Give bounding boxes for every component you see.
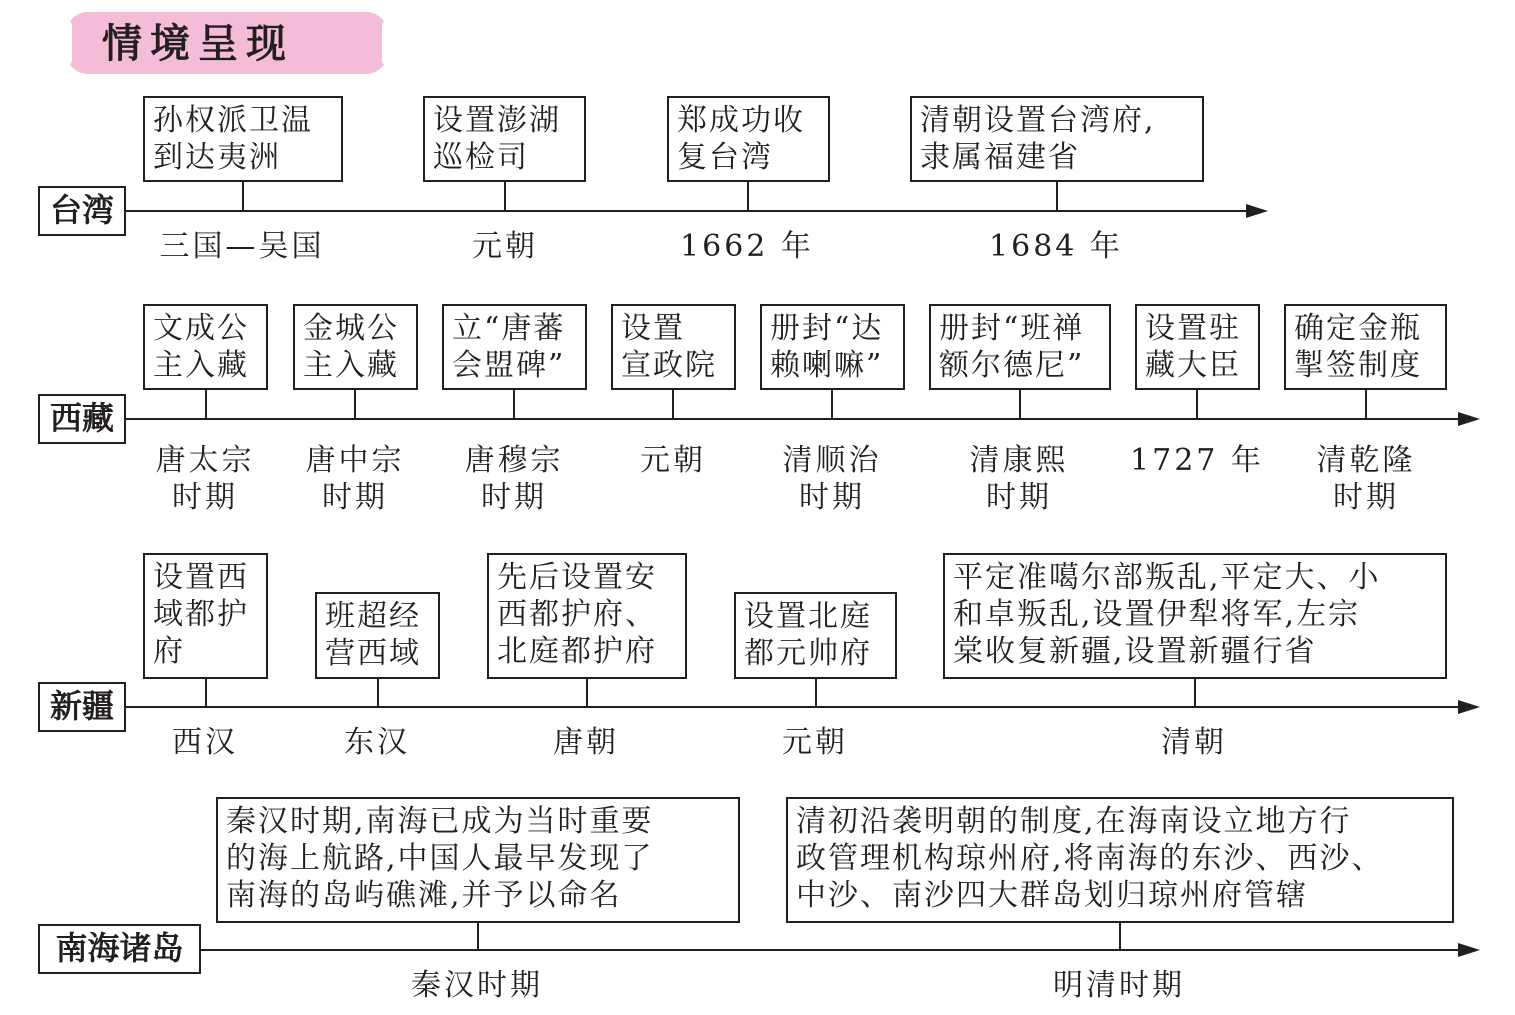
time-label: 唐中宗 时期 — [305, 443, 405, 515]
axis-taiwan — [126, 210, 1248, 212]
time-label: 元朝 — [782, 725, 848, 760]
event-box: 设置西 域都护 府 — [143, 553, 268, 679]
event-box: 秦汉时期,南海已成为当时重要 的海上航路,中国人最早发现了 南海的岛屿礁滩,并予以命名 — [216, 797, 740, 923]
axis-arrow-south-china-sea — [1458, 943, 1480, 957]
time-label: 唐穆宗 时期 — [464, 443, 564, 515]
axis-tick — [354, 390, 356, 418]
time-label: 元朝 — [472, 229, 538, 264]
time-label: 唐太宗 时期 — [155, 443, 255, 515]
event-box: 班超经 营西域 — [315, 592, 440, 679]
event-box: 立“唐蕃 会盟碑” — [442, 304, 587, 390]
region-label-south-china-sea-islands: 南海诸岛 — [38, 924, 201, 974]
region-label-taiwan: 台湾 — [38, 186, 126, 236]
axis-tick — [586, 679, 588, 706]
event-box: 设置驻 藏大臣 — [1135, 304, 1260, 390]
time-label: 三国—吴国 — [159, 229, 325, 264]
event-box: 先后设置安 西都护府、 北庭都护府 — [487, 553, 687, 679]
axis-tick — [747, 182, 749, 210]
event-box: 设置澎湖 巡检司 — [423, 96, 586, 182]
event-box: 平定准噶尔部叛乱,平定大、小 和卓叛乱,设置伊犁将军,左宗 棠收复新疆,设置新疆行省 — [943, 553, 1447, 679]
axis-arrow-xinjiang — [1458, 700, 1480, 714]
axis-tick — [377, 679, 379, 706]
region-label-xinjiang: 新疆 — [38, 682, 126, 732]
axis-tick — [831, 390, 833, 418]
event-box: 册封“班禅 额尔德尼” — [929, 304, 1111, 390]
event-box: 清初沿袭明朝的制度,在海南设立地方行 政管理机构琼州府,将南海的东沙、西沙、 中沙、南沙四大群岛划归琼州府管辖 — [786, 797, 1454, 923]
time-label: 秦汉时期 — [411, 968, 543, 1003]
axis-tick — [672, 390, 674, 418]
region-label-tibet: 西藏 — [38, 394, 126, 444]
axis-tibet — [126, 418, 1461, 420]
axis-tick — [477, 923, 479, 949]
axis-tick — [205, 679, 207, 706]
axis-tick — [1196, 390, 1198, 418]
axis-tick — [1119, 923, 1121, 949]
event-box: 确定金瓶 掣签制度 — [1284, 304, 1447, 390]
axis-arrow-taiwan — [1246, 204, 1268, 218]
event-box: 金城公 主入藏 — [293, 304, 418, 390]
time-label: 清朝 — [1161, 725, 1227, 760]
time-label: 1662 年 — [680, 229, 814, 264]
event-box: 郑成功收 复台湾 — [667, 96, 830, 182]
event-box: 文成公 主入藏 — [143, 304, 268, 390]
axis-tick — [504, 182, 506, 210]
event-box: 册封“达 赖喇嘛” — [760, 304, 905, 390]
time-label: 唐朝 — [553, 725, 619, 760]
time-label: 1727 年 — [1130, 443, 1264, 478]
axis-tick — [1056, 182, 1058, 210]
banner-notch-right — [382, 20, 394, 66]
axis-south-china-sea — [201, 949, 1461, 951]
axis-xinjiang — [126, 706, 1461, 708]
axis-arrow-tibet — [1458, 412, 1480, 426]
event-box: 设置北庭 都元帅府 — [734, 592, 897, 679]
time-label: 西汉 — [172, 725, 238, 760]
time-label: 1684 年 — [989, 229, 1123, 264]
event-box: 孙权派卫温 到达夷洲 — [143, 96, 343, 182]
time-label: 清顺治 时期 — [782, 443, 882, 515]
banner-title: 情境呈现 — [102, 21, 294, 67]
time-label: 清乾隆 时期 — [1316, 443, 1416, 515]
axis-tick — [815, 679, 817, 706]
axis-tick — [513, 390, 515, 418]
axis-tick — [1194, 679, 1196, 706]
time-label: 元朝 — [640, 443, 706, 478]
event-box: 清朝设置台湾府, 隶属福建省 — [910, 96, 1204, 182]
time-label: 明清时期 — [1053, 968, 1185, 1003]
time-label: 清康熙 时期 — [969, 443, 1069, 515]
axis-tick — [1019, 390, 1021, 418]
axis-tick — [242, 182, 244, 210]
event-box: 设置 宣政院 — [611, 304, 736, 390]
axis-tick — [1365, 390, 1367, 418]
time-label: 东汉 — [344, 725, 410, 760]
banner-notch-left — [60, 20, 72, 66]
axis-tick — [205, 390, 207, 418]
